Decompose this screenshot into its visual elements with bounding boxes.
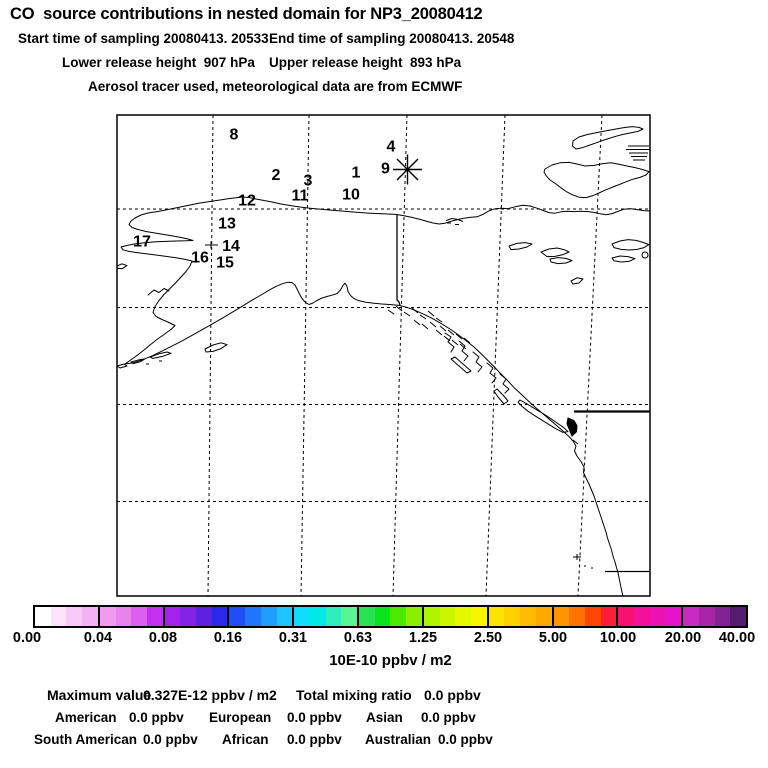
colorbar-cell xyxy=(650,607,666,626)
mountain-hatching xyxy=(388,306,470,349)
colorbar-unit-label: 10E-10 ppbv / m2 xyxy=(329,652,452,669)
colorbar-cell xyxy=(165,607,181,626)
region-value-american: 0.0 ppbv xyxy=(129,710,184,725)
colorbar-tick-10.00: 10.00 xyxy=(599,630,637,646)
colorbar-cell xyxy=(601,607,617,626)
station-label-15: 15 xyxy=(216,254,234,272)
release-star-marker xyxy=(393,155,422,185)
colorbar-segment-4 xyxy=(292,607,357,626)
colorbar-segment-9 xyxy=(616,607,681,626)
colorbar-cell xyxy=(390,607,406,626)
station-label-12: 12 xyxy=(238,192,256,210)
colorbar-cell xyxy=(618,607,634,626)
colorbar-cell xyxy=(245,607,261,626)
island-hatch-lines xyxy=(626,146,650,160)
colorbar-segment-8 xyxy=(552,607,617,626)
tracer-source-text: Aerosol tracer used, meteorological data are from ECMWF xyxy=(88,79,463,94)
colorbar-segment-5 xyxy=(357,607,422,626)
station-label-14: 14 xyxy=(222,238,240,255)
colorbar-cell xyxy=(341,607,357,626)
colorbar-cell xyxy=(147,607,163,626)
colorbar-cell xyxy=(489,607,505,626)
region-value-european: 0.0 ppbv xyxy=(287,710,342,725)
colorbar-cell xyxy=(569,607,585,626)
lower-release-text: Lower release height 907 hPa xyxy=(62,55,255,70)
colorbar-cell xyxy=(634,607,650,626)
region-label-asian: Asian xyxy=(366,710,403,725)
station-label-13: 13 xyxy=(218,215,236,233)
colorbar-cell xyxy=(82,607,98,626)
colorbar-tick-1.25: 1.25 xyxy=(408,630,438,646)
colorbar-tick-20.00: 20.00 xyxy=(664,630,702,646)
bering-islands xyxy=(117,264,169,295)
station-label-17: 17 xyxy=(133,233,151,251)
colorbar-tick-0.31: 0.31 xyxy=(278,630,308,646)
colorbar-cell xyxy=(277,607,293,626)
colorbar-cell xyxy=(51,607,67,626)
colorbar-cell xyxy=(131,607,147,626)
colorbar-tick-0.08: 0.08 xyxy=(148,630,178,646)
vancouver-island xyxy=(518,400,578,444)
colorbar-tick-0.63: 0.63 xyxy=(343,630,373,646)
colorbar-segment-3 xyxy=(227,607,292,626)
colorbar-cell xyxy=(261,607,277,626)
colorbar-cell xyxy=(715,607,731,626)
station-labels xyxy=(133,127,395,272)
colorbar-cell xyxy=(294,607,310,626)
station-label-4: 4 xyxy=(386,138,396,156)
station-label-2: 2 xyxy=(271,167,281,184)
colorbar-cell xyxy=(730,607,746,626)
station-label-10: 10 xyxy=(342,186,360,204)
colorbar-cell xyxy=(440,607,456,626)
colorbar-segment-1 xyxy=(98,607,163,626)
colorbar-segment-7 xyxy=(487,607,552,626)
colorbar-cell xyxy=(100,607,116,626)
colorbar-tick-5.00: 5.00 xyxy=(538,630,568,646)
maximum-value: 0.327E-12 ppbv / m2 xyxy=(143,687,277,703)
colorbar-tick-0.00: 0.00 xyxy=(12,630,42,646)
station-label-9: 9 xyxy=(381,160,390,178)
colorbar-cell xyxy=(424,607,440,626)
region-value-asian: 0.0 ppbv xyxy=(421,710,476,725)
region-value-south-american: 0.0 ppbv xyxy=(143,732,198,747)
colorbar-segment-0 xyxy=(35,607,98,626)
region-label-american: American xyxy=(55,710,117,725)
graticule-gridlines xyxy=(117,115,650,596)
upper-release-text: Upper release height 893 hPa xyxy=(269,55,462,70)
region-value-african: 0.0 ppbv xyxy=(287,732,342,747)
pacific-coastline xyxy=(121,215,623,596)
map-frame xyxy=(117,115,650,596)
panhandle-islands xyxy=(445,333,509,404)
colorbar-tick-2.50: 2.50 xyxy=(473,630,503,646)
region-label-south-american: South American xyxy=(34,732,138,747)
colorbar-cell xyxy=(683,607,699,626)
total-mixing-ratio-value: 0.0 ppbv xyxy=(424,687,481,703)
sampling-start-text: Start time of sampling 20080413. 20533 xyxy=(18,31,269,46)
colorbar-cell xyxy=(180,607,196,626)
colorbar-cell xyxy=(665,607,681,626)
colorbar-cell xyxy=(471,607,487,626)
region-label-african: African xyxy=(222,732,269,747)
region-label-australian: Australian xyxy=(365,732,432,747)
colorbar-tick-40.00: 40.00 xyxy=(718,630,756,646)
colorbar-cell xyxy=(375,607,391,626)
arctic-islands xyxy=(446,127,650,225)
colorbar-tick-labels xyxy=(0,630,768,648)
colorbar-cell xyxy=(699,607,715,626)
colorbar-cell xyxy=(504,607,520,626)
colorbar-cell xyxy=(554,607,570,626)
amundsen-gulf-islands xyxy=(509,240,649,284)
total-mixing-ratio-label: Total mixing ratio xyxy=(296,687,412,703)
colorbar-cell xyxy=(212,607,228,626)
colorbar-cell xyxy=(536,607,552,626)
colorbar-cell xyxy=(116,607,132,626)
colorbar-cell xyxy=(359,607,375,626)
colorbar-cell xyxy=(585,607,601,626)
colorbar-cell xyxy=(455,607,471,626)
sampling-end-text: End time of sampling 20080413. 20548 xyxy=(269,31,515,46)
colorbar-tick-0.04: 0.04 xyxy=(83,630,113,646)
station-label-1: 1 xyxy=(351,164,361,182)
figure-title: CO source contributions in nested domain for NP3_20080412 xyxy=(10,5,483,23)
colorbar-segment-10 xyxy=(681,607,746,626)
colorbar-segment-2 xyxy=(163,607,228,626)
region-value-australian: 0.0 ppbv xyxy=(438,732,493,747)
colorbar-cell xyxy=(520,607,536,626)
colorbar-cell xyxy=(326,607,342,626)
colorbar-tick-0.16: 0.16 xyxy=(213,630,243,646)
station-label-16: 16 xyxy=(191,249,209,267)
maximum-value-label: Maximum value xyxy=(47,687,152,703)
colorbar-cell xyxy=(406,607,422,626)
colorbar-cell xyxy=(66,607,82,626)
station-label-3: 3 xyxy=(303,172,313,190)
station-label-11: 11 xyxy=(291,187,309,205)
region-label-european: European xyxy=(209,710,272,725)
station-label-8: 8 xyxy=(229,126,239,144)
colorbar-cell xyxy=(229,607,245,626)
colorbar xyxy=(33,605,748,628)
colorbar-segment-6 xyxy=(422,607,487,626)
border-lines xyxy=(397,215,650,572)
colorbar-cell xyxy=(196,607,212,626)
colorbar-cell xyxy=(35,607,51,626)
colorbar-cell xyxy=(310,607,326,626)
